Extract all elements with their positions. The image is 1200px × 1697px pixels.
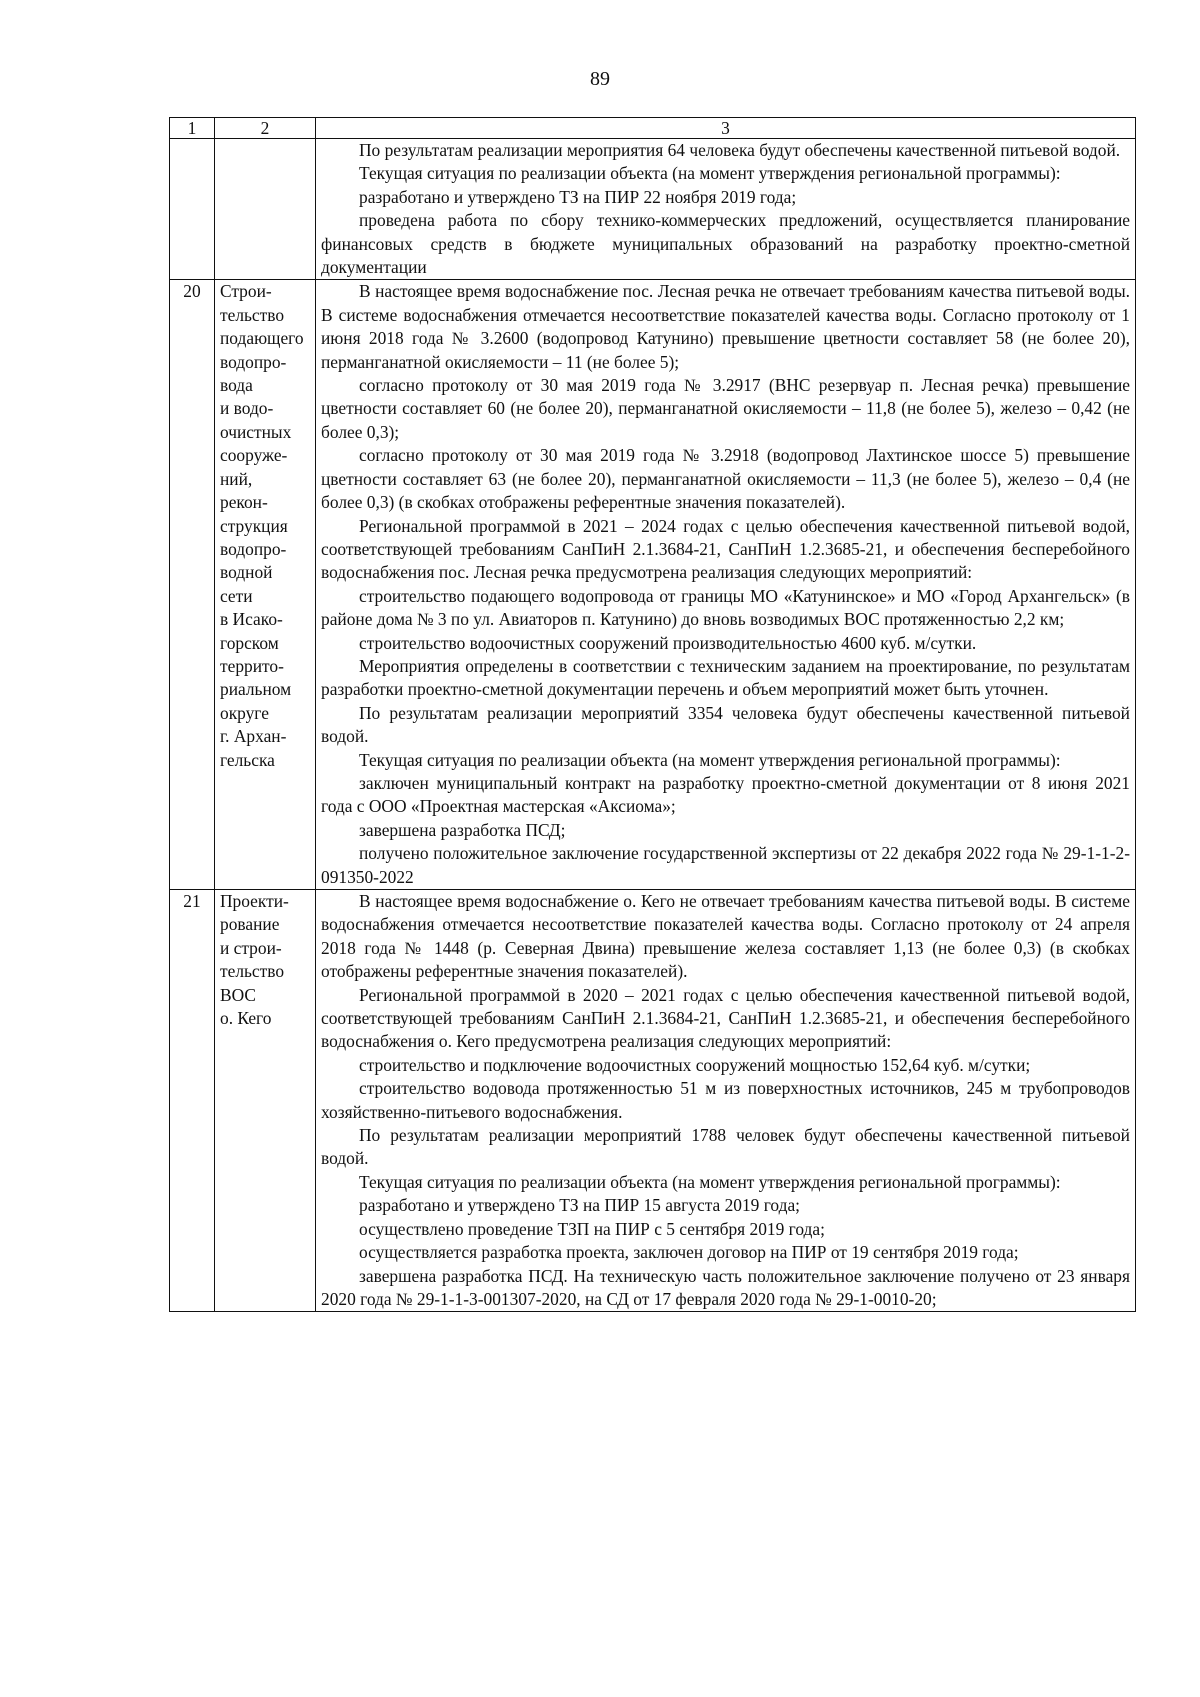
project-name-cell — [215, 280, 316, 890]
description-paragraph: По результатам реализации мероприятий 3354 человека будут обеспечены качественной питьевой водой. — [321, 702, 1130, 747]
description-paragraph: В настоящее время водоснабжение о. Кего не отвечает требованиям качества питьевой воды. В системе водоснабжения отмечается несоответствие показателей качества воды. Согласно протоколу от 24 апреля 2018 года № 1448 (р. Северная Двина) превышение железа составляет 1,13 (не более 0,3) (в скобках отображены референтные значения показателей). — [321, 891, 1130, 982]
table-row — [170, 280, 1136, 890]
project-name-line: в Исако- — [220, 609, 283, 630]
project-name-line: террито- — [220, 655, 284, 676]
project-name-line: и строи- — [220, 937, 282, 958]
description-paragraph: разработано и утверждено ТЗ на ПИР 15 августа 2019 года; — [359, 1195, 801, 1216]
row-number: 21 — [170, 890, 215, 1312]
project-name-cell — [215, 890, 316, 1312]
project-name-line: водной — [220, 562, 273, 583]
project-name-line: ВОС — [220, 984, 256, 1005]
project-name-line: очистных — [220, 421, 292, 442]
project-description-cell — [316, 139, 1136, 280]
description-paragraph: Текущая ситуация по реализации объекта (на момент утверждения региональной программы): — [359, 749, 1061, 770]
description-paragraph: заключен муниципальный контракт на разработку проектно-сметной документации от 8 июня 2021 года с ООО «Проектная мастерская «Аксиома»; — [321, 772, 1130, 817]
project-name-line: ний, — [220, 468, 253, 489]
project-name-line: сооруже- — [220, 445, 288, 466]
project-name-line: рекон- — [220, 492, 268, 513]
project-name-line: Проекти- — [220, 891, 289, 911]
project-description-cell — [316, 890, 1136, 1312]
row-number: 20 — [170, 280, 215, 890]
project-name-cell — [215, 139, 316, 280]
description-paragraph: строительство и подключение водоочистных сооружений мощностью 152,64 куб. м/сутки; — [359, 1054, 1031, 1075]
table-row — [170, 139, 1136, 280]
project-name-line: рование — [220, 914, 280, 935]
description-paragraph: Текущая ситуация по реализации объекта (на момент утверждения региональной программы): — [359, 163, 1061, 184]
description-paragraph: осуществлено проведение ТЗП на ПИР с 5 сентября 2019 года; — [359, 1218, 825, 1239]
table-body — [170, 139, 1136, 1312]
description-paragraph: разработано и утверждено ТЗ на ПИР 22 ноября 2019 года; — [359, 186, 797, 207]
project-name-line: водопро- — [220, 538, 287, 559]
project-name-line: Строи- — [220, 281, 272, 302]
description-paragraph: строительство подающего водопровода от границы МО «Катунинское» и МО «Город Архангельск» (в районе дома № 3 по ул. Авиаторов п. Катунино) до вновь возводимых ВОС протяженностью 2,2 км; — [321, 585, 1130, 630]
description-paragraph: получено положительное заключение государственной экспертизы от 22 декабря 2022 года № 29-1-1-2-091350-2022 — [321, 843, 1130, 887]
description-paragraph: Региональной программой в 2021 – 2024 годах с целью обеспечения качественной питьевой водой, соответствующей требованиям СанПиН 2.1.3684-21, СанПиН 1.2.3685-21, и обеспечения бесперебойного водоснабжения пос. Лесная речка предусмотрена реализация следующих мероприятий: — [321, 515, 1130, 583]
table-header-row — [170, 118, 1136, 139]
description-paragraph: завершена разработка ПСД. На техническую часть положительное заключение получено от 23 января 2020 года № 29-1-1-3-001307-2020, на СД от 17 февраля 2020 года № 29-1-0010-20; — [321, 1265, 1130, 1309]
description-paragraph: В настоящее время водоснабжение пос. Лесная речка не отвечает требованиям качества питьевой воды. В системе водоснабжения отмечается несоответствие показателей качества воды. Согласно протоколу от 1 июня 2018 года № 3.2600 (водопровод Катунино) превышение цветности составляет 58 (не более 20), перманганатной окисляемости – 11 (не более 5); — [321, 281, 1130, 372]
description-paragraph: По результатам реализации мероприятий 1788 человек будут обеспечены качественной питьевой водой. — [321, 1125, 1130, 1169]
header-cell-description: 3 — [316, 118, 1136, 139]
table-row — [170, 890, 1136, 1312]
project-name-line: вода — [220, 375, 253, 396]
project-name-line: горском — [220, 632, 279, 653]
project-name-line: гельска — [220, 749, 275, 770]
project-name-line: подающего — [220, 328, 304, 349]
description-paragraph: согласно протоколу от 30 мая 2019 года № 3.2917 (ВНС резервуар п. Лесная речка) превышение цветности составляет 60 (не более 20), перманганатной окисляемости – 11,8 (не более 5), железо – 0,42 (не более 0,3); — [321, 375, 1130, 442]
description-paragraph: проведена работа по сбору технико-коммерческих предложений, осуществляется планирование финансовых средств в бюджете муниципальных образований на разработку проектно-сметной документации — [321, 210, 1130, 278]
description-paragraph: завершена разработка ПСД; — [359, 819, 566, 840]
description-paragraph: осуществляется разработка проекта, заключен договор на ПИР от 19 сентября 2019 года; — [359, 1242, 1019, 1263]
header-cell-number: 1 — [170, 118, 215, 139]
page-number: 89 — [590, 68, 610, 90]
description-paragraph: согласно протоколу от 30 мая 2019 года № 3.2918 (водопровод Лахтинское шоссе 5) превышение цветности составляет 63 (не более 20), перманганатной окисляемости – 11,3 (не более 5), железо – 0,4 (не более 0,3) (в скобках отображены референтные значения показателей). — [321, 445, 1130, 513]
description-paragraph: строительство водовода протяженностью 51 м из поверхностных источников, 245 м трубопроводов хозяйственно-питьевого водоснабжения. — [321, 1078, 1130, 1122]
project-name-line: округе — [220, 702, 269, 723]
description-paragraph: Мероприятия определены в соответствии с техническим заданием на проектирование, по результатам разработки проектно-сметной документации перечень и объем мероприятий может быть уточнен. — [321, 655, 1130, 700]
description-paragraph: Региональной программой в 2020 – 2021 годах с целью обеспечения качественной питьевой водой, соответствующей требованиям СанПиН 2.1.3684-21, СанПиН 1.2.3685-21, и обеспечения бесперебойного водоснабжения о. Кего предусмотрена реализация следующих мероприятий: — [321, 984, 1130, 1052]
description-paragraph: строительство водоочистных сооружений производительностью 4600 куб. м/сутки. — [359, 632, 977, 653]
project-name-line: г. Архан- — [220, 726, 287, 747]
description-paragraph: По результатам реализации мероприятия 64 человека будут обеспечены качественной питьевой водой. — [359, 140, 1121, 160]
project-name-line: риальном — [220, 679, 292, 700]
project-name-line: водопро- — [220, 351, 287, 372]
project-name-line: тельство — [220, 304, 285, 325]
project-name-line: сети — [220, 585, 253, 606]
project-name-line: о. Кего — [220, 1008, 272, 1029]
project-description-cell — [316, 280, 1136, 890]
projects-table — [169, 117, 1136, 1312]
project-name-line: тельство — [220, 961, 285, 982]
description-paragraph: Текущая ситуация по реализации объекта (на момент утверждения региональной программы): — [359, 1171, 1061, 1192]
row-number — [170, 139, 215, 280]
project-name-line: и водо- — [220, 398, 274, 419]
header-cell-name: 2 — [215, 118, 316, 139]
project-name-line: струкция — [220, 515, 288, 536]
